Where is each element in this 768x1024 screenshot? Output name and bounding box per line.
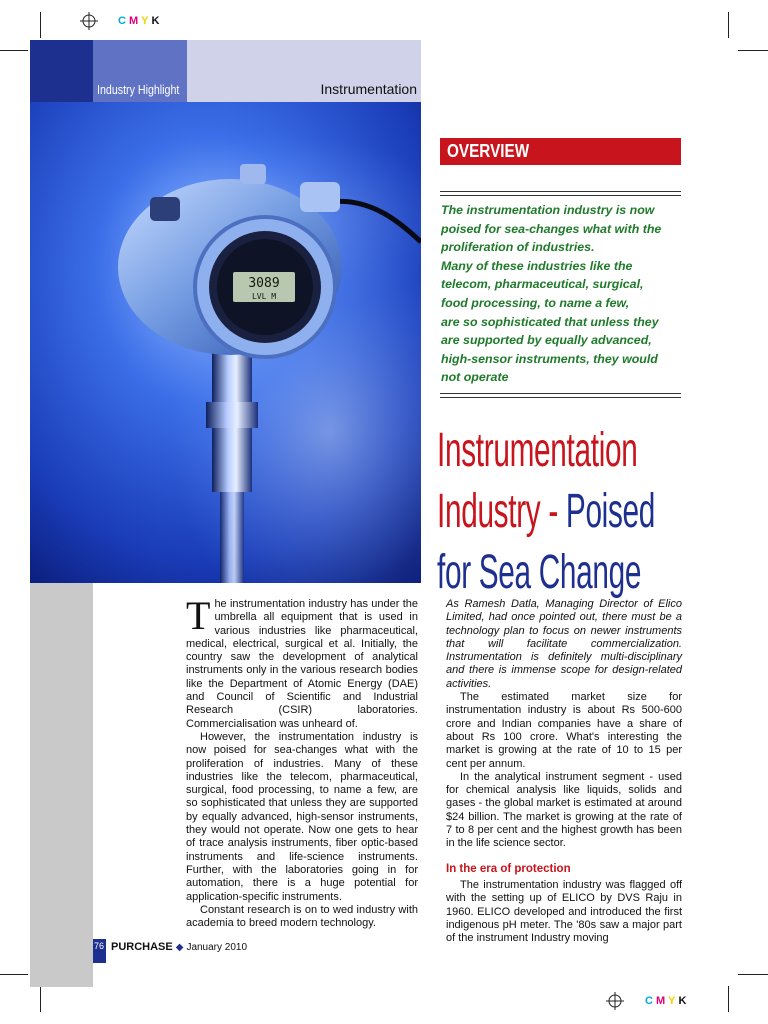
paragraph: Constant research is on to wed industry with academia to breed modern technology. (186, 903, 418, 930)
article-column-1 (186, 593, 418, 930)
crop-mark (728, 986, 729, 1012)
product-photo (30, 102, 421, 583)
paragraph: As Ramesh Datla, Managing Director of Elico Limited, had once pointed out, there must be a technology plan to focus on newer instruments that will facilitate commercialization. Instrumentation is definitely multi-disciplinary and there is immense scope for design-related activities. (446, 598, 682, 690)
registration-mark-icon (606, 992, 624, 1010)
crop-mark (40, 12, 41, 38)
category-label: Instrumentation (320, 81, 417, 97)
paragraph: However, the instrumentation industry is now poised for sea-changes what with the proliferation of industries. Many of these industries like the telecom, pharmaceutical, surgical, food processing, to name a few, are so sophisticated that unless they are supported by equally advanced, high-sensor instruments, they would not operate. Now one gets to hear of trace analysis instruments, fiber optic-based instruments and life-science instruments. Further, with the laboratories going in for automation, there is a huge potential for application-specific instruments. (186, 730, 418, 903)
cmyk-label: CMYK (118, 15, 163, 27)
overview-rule-top (440, 195, 681, 196)
overview-text: The instrumentation industry is now poised for sea-changes what with the proliferation of industries. Many of these industries like the telecom, pharmaceutical, surgical, food processing, to name a few, are so sophisticated that unless they are supported by equally advanced, high-sensor instruments, they would not operate (441, 203, 662, 385)
subheading: In the era of protection (446, 862, 571, 875)
overview-rule-bottom (440, 393, 681, 394)
left-margin-strip (30, 583, 93, 987)
registration-mark-icon (80, 12, 98, 30)
drop-cap: T (186, 593, 211, 638)
crop-mark (738, 50, 768, 51)
diamond-icon: ◆ (175, 942, 184, 953)
cmyk-label: CMYK (645, 995, 690, 1007)
transmitter-image (30, 102, 421, 583)
display-readout-unit: LVL M (251, 292, 277, 301)
page-number: 76 (94, 941, 105, 951)
crop-mark (40, 986, 41, 1012)
paragraph: he instrumentation industry has under the umbrella all equipment that is used in various industries like pharmaceutical, medical, electrical, surgical et al. Initially, the country saw the development of analytical instruments only in the various research bodies like the Department of Atomic Energy (DAE) and Council of Scientific and Industrial Research (CSIR) laboratories. Commercialisation was unheard of. (186, 598, 418, 730)
crop-mark (738, 974, 768, 975)
crop-mark (0, 974, 28, 975)
header-band-navy (30, 40, 93, 102)
footer-line (111, 941, 247, 953)
overview-rule-bottom (440, 397, 681, 398)
overview-rule-top (440, 191, 681, 192)
article-column-2 (446, 598, 682, 945)
headline: Instrumentation Industry - Poised for Sea Change (437, 424, 656, 599)
issue-date: January 2010 (186, 942, 248, 953)
display-readout: 3089 (248, 276, 280, 291)
publication-name: PURCHASE (111, 941, 173, 953)
crop-mark (728, 12, 729, 38)
paragraph: In the analytical instrument segment - used for chemical analysis like liquids, solids and gases - the global market is estimated at around $24 billion. The market is growing at the rate of 7 to 8 per cent and the highest growth has been in the life science sector. (446, 770, 682, 850)
paragraph: The instrumentation industry was flagged off with the setting up of ELICO by DVS Raju in 1960. ELICO developed and introduced the first indigenous pH meter. The '80s saw a major part of the instrument Industry moving (446, 878, 682, 945)
overview-title: OVERVIEW (447, 141, 530, 161)
section-label: Industry Highlight (97, 82, 180, 97)
paragraph: The estimated market size for instrumentation industry is about Rs 500-600 crore and Indian companies have a share of about Rs 100 crore. What's interesting the market is growing at the rate of 10 to 15 per cent per annum. (446, 691, 682, 770)
crop-mark (0, 50, 28, 51)
